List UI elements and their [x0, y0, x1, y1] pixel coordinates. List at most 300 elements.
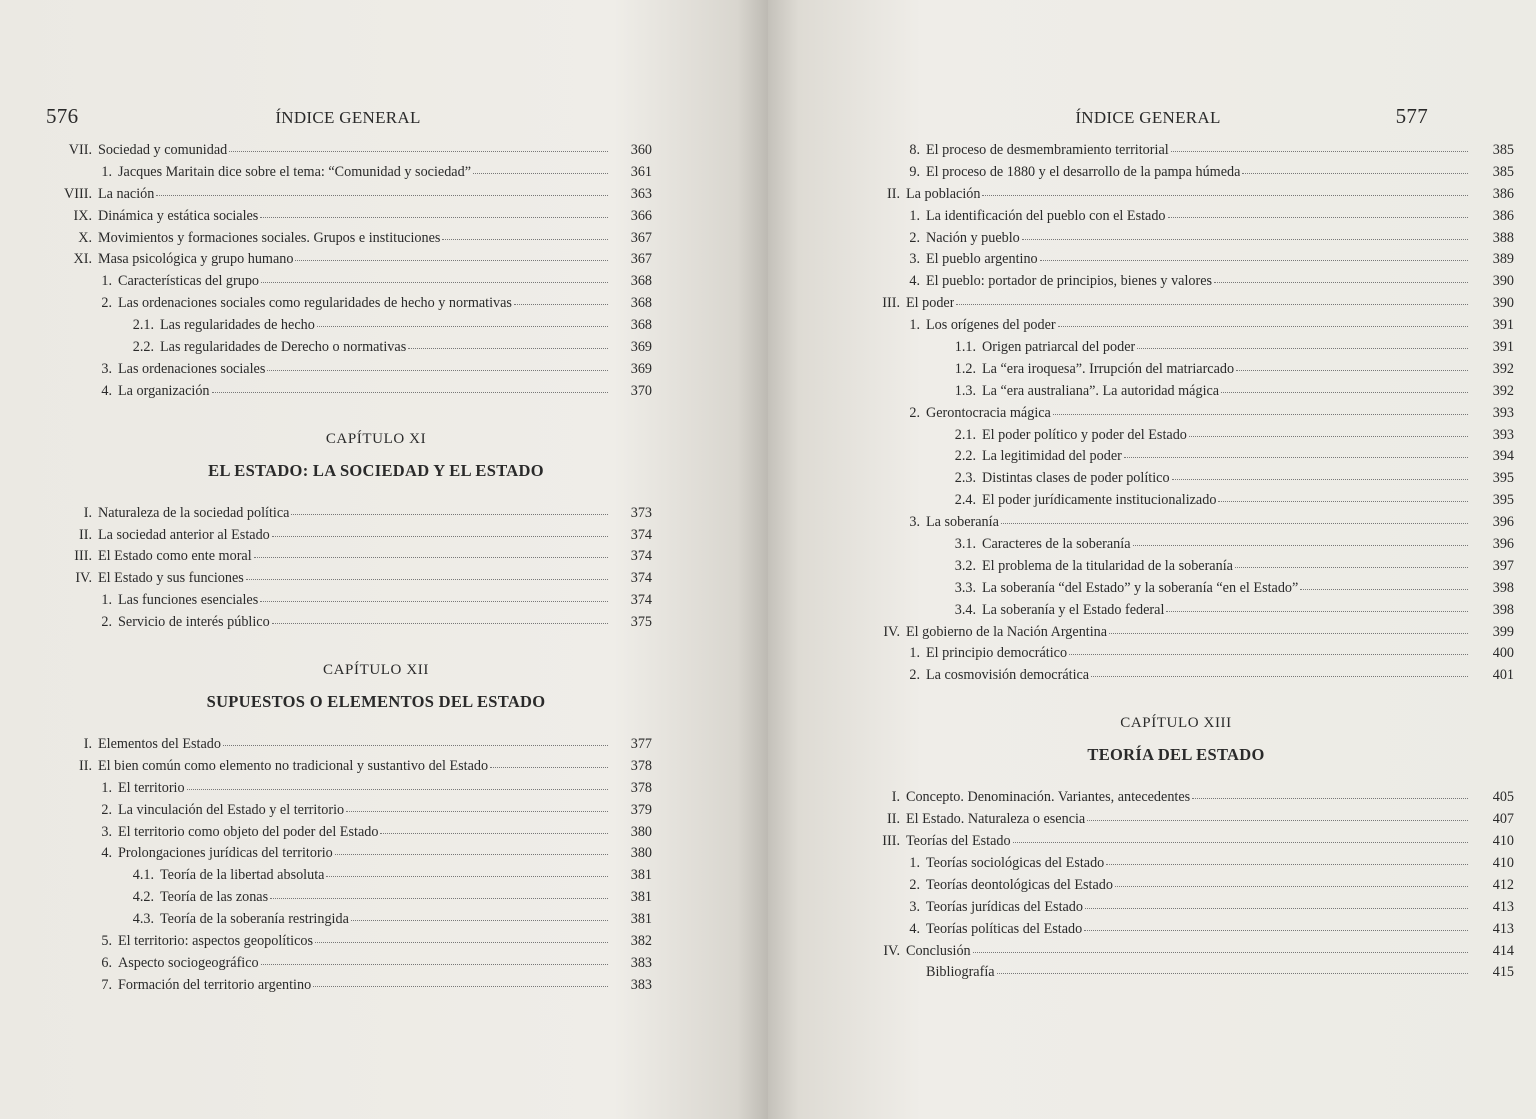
- toc-entry-number: 1.: [101, 273, 112, 290]
- toc-entry: [838, 877, 1514, 899]
- toc-entry-page: 412: [1492, 876, 1514, 893]
- leader-dots: [1172, 469, 1468, 480]
- toc-entry-title: Características del grupo: [118, 273, 260, 290]
- toc-entry: [838, 448, 1514, 470]
- toc-entry-title: Caracteres de la soberanía: [982, 536, 1131, 553]
- leader-dots: [315, 932, 608, 943]
- toc-entry: [40, 570, 652, 592]
- toc-entry-number: IV.: [883, 942, 900, 959]
- toc-entry-title: La población: [906, 185, 981, 202]
- toc-entry-title: Masa psicológica y grupo humano: [98, 251, 294, 268]
- right-page-number: 577: [1395, 104, 1428, 128]
- toc-entry-title: Naturaleza de la sociedad política: [98, 504, 290, 521]
- toc-entry-title: Sociedad y comunidad: [98, 142, 228, 158]
- leader-dots: [1168, 207, 1468, 218]
- toc-entry-number: 5.: [101, 933, 112, 950]
- toc-entry-page: 367: [630, 251, 652, 268]
- leader-dots: [1235, 557, 1468, 568]
- toc-entry-page: 392: [1492, 360, 1514, 377]
- toc-entry-page: 385: [1492, 163, 1514, 180]
- toc-entry-number: III.: [74, 548, 92, 565]
- toc-entry-page: 396: [1492, 514, 1514, 531]
- toc-entry-number: I.: [83, 504, 92, 521]
- chapter-title: EL ESTADO: LA SOCIEDAD Y EL ESTADO: [208, 460, 544, 480]
- left-toc-block-1: [40, 142, 652, 405]
- toc-entry: [838, 580, 1514, 602]
- toc-entry: [838, 558, 1514, 580]
- toc-entry: [40, 758, 652, 780]
- toc-entry-title: La soberanía: [926, 514, 999, 531]
- toc-entry: [40, 339, 652, 361]
- leader-dots: [1242, 163, 1468, 174]
- chapter-heading-xii: [70, 662, 682, 736]
- toc-entry-number: VIII.: [64, 185, 92, 202]
- toc-entry-title: La identificación del pueblo con el Estado: [926, 207, 1166, 224]
- toc-entry-number: 3.: [101, 360, 112, 377]
- toc-entry-page: 369: [630, 360, 652, 377]
- toc-entry: [838, 405, 1514, 427]
- toc-entry-title: Servicio de interés público: [118, 614, 270, 631]
- toc-entry-page: 380: [630, 823, 652, 840]
- toc-entry: [40, 955, 652, 977]
- leader-dots: [1137, 338, 1468, 349]
- toc-entry: [40, 273, 652, 295]
- leader-dots: [982, 185, 1468, 196]
- toc-entry-title: Dinámica y estática sociales: [98, 207, 259, 224]
- toc-entry-page: 410: [1492, 854, 1514, 871]
- toc-entry-title: El territorio: [118, 779, 185, 796]
- chapter-title: SUPUESTOS O ELEMENTOS DEL ESTADO: [206, 692, 546, 712]
- toc-entry-number: 2.: [101, 801, 112, 818]
- toc-entry-number: X.: [78, 229, 92, 246]
- leader-dots: [1236, 360, 1468, 371]
- chapter-label: CAPÍTULO XIII: [1120, 715, 1232, 732]
- toc-entry-page: 368: [630, 295, 652, 312]
- toc-entry: [838, 899, 1514, 921]
- toc-entry: [838, 492, 1514, 514]
- leader-dots: [1085, 898, 1468, 909]
- toc-entry-number: 8.: [909, 142, 920, 158]
- toc-entry-page: 388: [1492, 229, 1514, 246]
- toc-entry: [40, 802, 652, 824]
- toc-entry-page: 407: [1492, 811, 1514, 828]
- toc-entry-number: 2.4.: [954, 492, 976, 509]
- toc-entry-number: VII.: [68, 142, 92, 158]
- toc-entry-number: 1.: [909, 317, 920, 334]
- toc-entry-number: I.: [83, 736, 92, 753]
- toc-entry-page: 397: [1492, 557, 1514, 574]
- leader-dots: [1022, 229, 1468, 240]
- toc-entry: [40, 251, 652, 273]
- toc-entry-title: El Estado como ente moral: [98, 548, 252, 565]
- leader-dots: [1218, 491, 1468, 502]
- toc-entry-number: 4.3.: [132, 911, 154, 928]
- leader-dots: [229, 141, 608, 152]
- leader-dots: [1171, 141, 1468, 152]
- toc-entry-page: 381: [630, 911, 652, 928]
- toc-entry: [838, 964, 1514, 986]
- toc-entry-page: 367: [630, 229, 652, 246]
- right-page: [768, 0, 1536, 1119]
- toc-entry-page: 363: [630, 185, 652, 202]
- toc-entry-number: 1.: [909, 645, 920, 662]
- toc-entry-page: 413: [1492, 920, 1514, 937]
- leader-dots: [346, 801, 608, 812]
- toc-entry-title: El Estado. Naturaleza o esencia: [906, 811, 1086, 828]
- toc-entry: [838, 470, 1514, 492]
- toc-entry: [838, 273, 1514, 295]
- toc-entry-title: Las regularidades de hecho: [160, 317, 315, 334]
- chapter-label: CAPÍTULO XII: [323, 662, 429, 679]
- leader-dots: [1124, 447, 1468, 458]
- leader-dots: [260, 591, 608, 602]
- toc-entry-page: 385: [1492, 142, 1514, 158]
- leader-dots: [1001, 513, 1468, 524]
- toc-entry: [40, 230, 652, 252]
- toc-entry: [838, 602, 1514, 624]
- toc-entry: [40, 186, 652, 208]
- leader-dots: [1115, 876, 1468, 887]
- toc-entry-page: 374: [630, 592, 652, 609]
- toc-entry-page: 370: [630, 382, 652, 399]
- toc-entry-title: El gobierno de la Nación Argentina: [906, 623, 1108, 640]
- toc-entry: [40, 911, 652, 933]
- right-running-head: ÍNDICE GENERAL: [1075, 108, 1221, 127]
- toc-entry-number: 2.: [909, 229, 920, 246]
- toc-entry: [40, 889, 652, 911]
- toc-entry: [838, 208, 1514, 230]
- toc-entry: [40, 592, 652, 614]
- toc-entry-number: 1.: [101, 163, 112, 180]
- toc-entry: [838, 186, 1514, 208]
- toc-entry-number: IV.: [75, 570, 92, 587]
- toc-entry-title: El territorio como objeto del poder del Estado: [118, 823, 379, 840]
- toc-entry-page: 369: [630, 339, 652, 356]
- toc-entry-number: 3.3.: [954, 579, 976, 596]
- toc-entry-title: La soberanía “del Estado” y la soberanía “en el Estado”: [982, 579, 1299, 596]
- leader-dots: [261, 954, 608, 965]
- toc-entry: [40, 548, 652, 570]
- toc-entry-title: Las funciones esenciales: [118, 592, 259, 609]
- toc-entry-page: 399: [1492, 623, 1514, 640]
- toc-entry-page: 398: [1492, 601, 1514, 618]
- toc-entry-title: El proceso de desmembramiento territorial: [926, 142, 1169, 158]
- leader-dots: [473, 163, 608, 174]
- toc-entry-title: Teoría de las zonas: [160, 889, 269, 906]
- toc-entry-title: Teorías deontológicas del Estado: [926, 876, 1113, 893]
- toc-entry: [838, 361, 1514, 383]
- toc-entry-number: XI.: [73, 251, 92, 268]
- chapter-heading-xi: [70, 431, 682, 505]
- toc-entry-title: Teorías sociológicas del Estado: [926, 854, 1105, 871]
- toc-entry-page: 390: [1492, 295, 1514, 312]
- leader-dots: [514, 294, 608, 305]
- toc-entry: [40, 933, 652, 955]
- toc-entry-page: 415: [1492, 964, 1514, 981]
- toc-entry-page: 413: [1492, 898, 1514, 915]
- left-toc-block-2: [40, 505, 652, 636]
- toc-entry-title: Elementos del Estado: [98, 736, 221, 753]
- toc-entry-title: El proceso de 1880 y el desarrollo de la pampa húmeda: [926, 163, 1241, 180]
- leader-dots: [1109, 623, 1468, 634]
- toc-entry-number: 6.: [101, 954, 112, 971]
- toc-entry: [838, 251, 1514, 273]
- toc-entry-page: 383: [630, 976, 652, 993]
- leader-dots: [1214, 272, 1468, 283]
- toc-entry: [40, 361, 652, 383]
- toc-entry-page: 400: [1492, 645, 1514, 662]
- toc-entry: [40, 977, 652, 999]
- toc-entry-title: Teoría de la soberanía restringida: [160, 911, 349, 928]
- leader-dots: [1013, 832, 1468, 843]
- leader-dots: [212, 382, 608, 393]
- toc-entry-title: Aspecto sociogeográfico: [118, 954, 259, 971]
- leader-dots: [1133, 535, 1469, 546]
- leader-dots: [956, 294, 1468, 305]
- leader-dots: [313, 976, 608, 987]
- toc-entry-page: 377: [630, 736, 652, 753]
- toc-entry-number: 2.1.: [954, 426, 976, 443]
- chapter-heading-xiii: [838, 715, 1514, 789]
- toc-entry-title: La sociedad anterior al Estado: [98, 526, 270, 543]
- toc-entry: [838, 536, 1514, 558]
- toc-entry-number: 3.: [909, 898, 920, 915]
- leader-dots: [1091, 666, 1468, 677]
- toc-entry: [838, 295, 1514, 317]
- toc-entry-page: 373: [630, 504, 652, 521]
- toc-entry-number: 7.: [101, 976, 112, 993]
- toc-entry-title: El principio democrático: [926, 645, 1068, 662]
- toc-entry: [838, 789, 1514, 811]
- toc-entry-page: 414: [1492, 942, 1514, 959]
- leader-dots: [254, 547, 608, 558]
- toc-entry-page: 382: [630, 933, 652, 950]
- toc-entry-title: El poder: [906, 295, 955, 312]
- toc-entry-title: Jacques Maritain dice sobre el tema: “Comunidad y sociedad”: [118, 163, 471, 180]
- toc-entry-page: 395: [1492, 492, 1514, 509]
- toc-entry-page: 360: [630, 142, 652, 158]
- leader-dots: [291, 504, 608, 515]
- toc-entry-page: 401: [1492, 667, 1514, 684]
- leader-dots: [1058, 316, 1468, 327]
- left-page-header: [0, 104, 768, 134]
- toc-entry-number: 2.: [101, 614, 112, 631]
- left-toc: [40, 142, 652, 999]
- toc-entry-title: Prolongaciones jurídicas del territorio: [118, 845, 333, 862]
- toc-entry-page: 386: [1492, 185, 1514, 202]
- toc-entry: [838, 921, 1514, 943]
- toc-entry-number: 3.: [909, 514, 920, 531]
- toc-entry-page: 396: [1492, 536, 1514, 553]
- toc-entry-title: La cosmovisión democrática: [926, 667, 1090, 684]
- leader-dots: [260, 207, 608, 218]
- toc-entry-number: 1.: [909, 854, 920, 871]
- toc-entry-number: I.: [891, 789, 900, 806]
- toc-entry: [40, 295, 652, 317]
- toc-entry-title: El pueblo argentino: [926, 251, 1038, 268]
- toc-entry-page: 391: [1492, 339, 1514, 356]
- leader-dots: [246, 569, 608, 580]
- toc-entry-page: 368: [630, 317, 652, 334]
- toc-entry-number: III.: [882, 833, 900, 850]
- toc-entry-number: 9.: [909, 163, 920, 180]
- toc-entry-title: El poder jurídicamente institucionalizado: [982, 492, 1217, 509]
- toc-entry-number: 2.2.: [132, 339, 154, 356]
- toc-entry-title: Bibliografía: [926, 964, 995, 981]
- toc-entry-title: Las ordenaciones sociales como regularidades de hecho y normativas: [118, 295, 512, 312]
- toc-entry-title: El territorio: aspectos geopolíticos: [118, 933, 314, 950]
- toc-entry-number: 4.: [101, 845, 112, 862]
- toc-entry: [838, 383, 1514, 405]
- leader-dots: [1221, 382, 1468, 393]
- toc-entry-number: II.: [887, 811, 900, 828]
- toc-entry-title: La soberanía y el Estado federal: [982, 601, 1165, 618]
- toc-entry: [838, 811, 1514, 833]
- toc-entry-number: 1.: [101, 592, 112, 609]
- toc-entry-page: 393: [1492, 404, 1514, 421]
- leader-dots: [272, 526, 608, 537]
- toc-entry-page: 392: [1492, 382, 1514, 399]
- toc-entry-title: Teorías del Estado: [906, 833, 1011, 850]
- toc-entry-title: La vinculación del Estado y el territorio: [118, 801, 345, 818]
- toc-entry-title: La organización: [118, 382, 210, 399]
- leader-dots: [408, 338, 608, 349]
- toc-entry: [838, 645, 1514, 667]
- leader-dots: [326, 866, 608, 877]
- toc-entry: [40, 317, 652, 339]
- right-toc-block-2: [838, 789, 1514, 986]
- toc-entry-page: 381: [630, 889, 652, 906]
- toc-entry-title: Gerontocracia mágica: [926, 404, 1051, 421]
- toc-entry-number: 4.2.: [132, 889, 154, 906]
- toc-entry-number: 1.3.: [954, 382, 976, 399]
- toc-entry: [838, 667, 1514, 689]
- toc-entry-number: 4.: [101, 382, 112, 399]
- toc-entry-number: 1.: [101, 779, 112, 796]
- toc-entry-number: IX.: [73, 207, 92, 224]
- toc-entry: [838, 855, 1514, 877]
- toc-entry-number: 4.1.: [132, 867, 154, 884]
- toc-entry-title: Los orígenes del poder: [926, 317, 1056, 334]
- toc-entry: [40, 383, 652, 405]
- toc-entry-title: El problema de la titularidad de la soberanía: [982, 557, 1233, 574]
- toc-entry-page: 383: [630, 954, 652, 971]
- toc-entry: [838, 427, 1514, 449]
- toc-entry-page: 391: [1492, 317, 1514, 334]
- toc-entry: [838, 142, 1514, 164]
- right-page-header: [768, 104, 1536, 134]
- toc-entry-title: La legitimidad del poder: [982, 448, 1122, 465]
- left-running-head: ÍNDICE GENERAL: [275, 108, 421, 127]
- toc-entry: [40, 164, 652, 186]
- toc-entry-page: 366: [630, 207, 652, 224]
- leader-dots: [997, 963, 1468, 974]
- chapter-title: TEORÍA DEL ESTADO: [1087, 745, 1265, 765]
- toc-entry-title: Teorías jurídicas del Estado: [926, 898, 1083, 915]
- toc-entry-number: 2.: [101, 295, 112, 312]
- leader-dots: [1053, 404, 1468, 415]
- toc-entry-page: 394: [1492, 448, 1514, 465]
- toc-entry-number: 2.1.: [132, 317, 154, 334]
- toc-entry-number: 3.: [909, 251, 920, 268]
- toc-entry-page: 410: [1492, 833, 1514, 850]
- toc-entry-title: La nación: [98, 185, 155, 202]
- toc-entry-page: 395: [1492, 470, 1514, 487]
- toc-entry-number: II.: [887, 185, 900, 202]
- toc-entry: [40, 208, 652, 230]
- toc-entry-number: 2.: [909, 667, 920, 684]
- leader-dots: [1106, 854, 1468, 865]
- chapter-label: CAPÍTULO XI: [325, 430, 427, 447]
- toc-entry-page: 361: [630, 163, 652, 180]
- toc-entry-number: 1.2.: [954, 360, 976, 377]
- leader-dots: [156, 185, 608, 196]
- toc-entry-number: 3.: [101, 823, 112, 840]
- toc-entry-number: 2.: [909, 876, 920, 893]
- toc-entry-number: IV.: [883, 623, 900, 640]
- toc-entry-number: 3.2.: [954, 557, 976, 574]
- left-toc-block-3: [40, 736, 652, 999]
- toc-entry-title: Las ordenaciones sociales: [118, 360, 266, 377]
- toc-entry-number: II.: [79, 526, 92, 543]
- leader-dots: [1189, 426, 1468, 437]
- toc-entry: [40, 824, 652, 846]
- toc-entry-title: Teorías políticas del Estado: [926, 920, 1083, 937]
- right-toc: [838, 142, 1514, 986]
- toc-entry: [838, 624, 1514, 646]
- leader-dots: [1192, 788, 1468, 799]
- toc-entry-title: La “era australiana”. La autoridad mágica: [982, 382, 1220, 399]
- toc-entry-number: 1.: [909, 207, 920, 224]
- toc-entry-page: 390: [1492, 273, 1514, 290]
- toc-entry-number: III.: [882, 295, 900, 312]
- toc-entry: [838, 943, 1514, 965]
- toc-entry: [40, 867, 652, 889]
- toc-entry-title: El Estado y sus funciones: [98, 570, 244, 587]
- toc-entry-page: 381: [630, 867, 652, 884]
- leader-dots: [351, 910, 608, 921]
- toc-entry: [838, 514, 1514, 536]
- toc-entry-page: 393: [1492, 426, 1514, 443]
- toc-entry-page: 374: [630, 570, 652, 587]
- leader-dots: [490, 757, 608, 768]
- toc-entry: [40, 614, 652, 636]
- toc-entry-number: 2.3.: [954, 470, 976, 487]
- right-toc-block-1: [838, 142, 1514, 689]
- leader-dots: [317, 316, 608, 327]
- toc-entry-title: El pueblo: portador de principios, bienes y valores: [926, 273, 1213, 290]
- toc-entry-title: Origen patriarcal del poder: [982, 339, 1136, 356]
- leader-dots: [1069, 644, 1468, 655]
- toc-entry: [40, 736, 652, 758]
- toc-entry-page: 378: [630, 757, 652, 774]
- toc-entry-number: 2.2.: [954, 448, 976, 465]
- leader-dots: [973, 942, 1468, 953]
- toc-entry-number: 4.: [909, 920, 920, 937]
- leader-dots: [1300, 579, 1468, 590]
- toc-entry-page: 374: [630, 526, 652, 543]
- leader-dots: [223, 735, 608, 746]
- leader-dots: [295, 250, 608, 261]
- toc-entry-page: 386: [1492, 207, 1514, 224]
- leader-dots: [187, 779, 608, 790]
- toc-entry-title: Distintas clases de poder político: [982, 470, 1170, 487]
- toc-entry-title: El poder político y poder del Estado: [982, 426, 1187, 443]
- toc-entry-title: Movimientos y formaciones sociales. Grupos e instituciones: [98, 229, 441, 246]
- toc-entry-number: 1.1.: [954, 339, 976, 356]
- leader-dots: [442, 229, 608, 240]
- leader-dots: [270, 888, 608, 899]
